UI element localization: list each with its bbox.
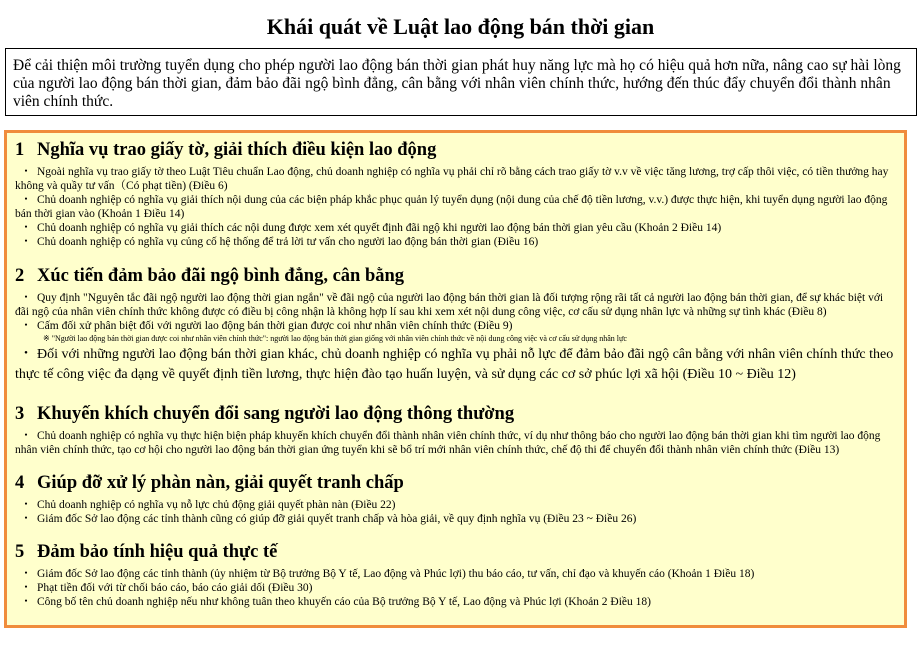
list-item: ・ Chủ doanh nghiệp có nghĩa vụ thực hiện biện pháp khuyến khích chuyển đổi thành nhân viên chính thức, ví dụ như thông báo cho người lao động bán thời gian khi tìm người lao động nhân viên chính thức, tạo cơ hội cho người lao động bán thời gian ứng tuyển khi sẽ bổ trí mới nhân viên chính thức, chế độ thi để chuyển đổi thành nhân viên chính thức (Điều 13) (15, 430, 881, 456)
section-heading: 3 Khuyến khích chuyển đổi sang người lao động thông thường (15, 404, 515, 424)
list-item: ・ Chủ doanh nghiệp có nghĩa vụ củng cố hệ thống để trả lời tư vấn cho người lao động bán thời gian (Điều 16) (20, 236, 539, 248)
list-item: ・ Giám đốc Sở lao động các tỉnh thành cũng có giúp đỡ giải quyết tranh chấp và hòa giải, về quy định nghĩa vụ (Điều 23 ~ Điều 26) (20, 513, 637, 525)
section-5 (15, 541, 895, 609)
intro-box: Để cải thiện môi trường tuyển dụng cho phép người lao động bán thời gian phát huy năng lực mà họ có hiệu quả hơn nữa, nâng cao sự hài lòng của người lao động bán thời gian, đảm bảo đãi ngộ bình đẳng, cân bằng với nhân viên chính thức, hướng đến thúc đẩy chuyển đổi thành nhân viên chính thức. (5, 48, 917, 116)
list-item: ・ Cấm đối xử phân biệt đối với người lao động bán thời gian được coi như nhân viên chính thức (Điều 9) (20, 320, 513, 332)
section-heading: 2 Xúc tiến đảm bảo đãi ngộ bình đẳng, cân bằng (15, 266, 405, 286)
list-item: ・ Công bố tên chủ doanh nghiệp nếu như không tuân theo khuyến cáo của Bộ trưởng Bộ Y tế, Lao động và Phúc lợi (Khoản 2 Điều 18) (20, 596, 651, 608)
section-heading: 1 Nghĩa vụ trao giấy tờ, giải thích điều kiện lao động (15, 140, 437, 160)
section-heading: 4 Giúp đỡ xử lý phàn nàn, giải quyết tranh chấp (15, 473, 404, 493)
section-4 (15, 472, 895, 526)
main-panel (4, 130, 907, 628)
list-item: ・ Chủ doanh nghiệp có nghĩa vụ giải thích các nội dung được xem xét quyết định đãi ngộ khi người lao động bán thời gian yêu cầu (Khoản 2 Điều 14) (20, 222, 722, 234)
page-title: Khái quát về Luật lao động bán thời gian (266, 14, 655, 39)
section-heading: 5 Đảm bảo tính hiệu quả thực tế (15, 542, 278, 562)
section-3 (15, 403, 895, 457)
list-item: ・ Đối với những người lao động bán thời gian khác, chủ doanh nghiệp có nghĩa vụ phải nỗ lực để đảm bảo đãi ngộ cân bằng với nhân viên chính thức theo thực tế công việc đa dạng về quyết định tiền lương, thực hiện đào tạo huấn luyện, và sử dụng các cơ sở phúc lợi xã hội (Điều 10 ~ Điều 12) (15, 347, 894, 382)
list-item: ・ Chủ doanh nghiệp có nghĩa vụ nỗ lực chủ động giải quyết phàn nàn (Điều 22) (20, 499, 396, 511)
list-item: ・ Ngoài nghĩa vụ trao giấy tờ theo Luật Tiêu chuẩn Lao động, chủ doanh nghiệp có nghĩa vụ phải chỉ rõ bằng cách trao giấy tờ v.v về việc tăng lương, trợ cấp thôi việc, có tiền thưởng hay không và quầy tư vấn（Có phạt tiền) (Điều 6) (15, 166, 889, 192)
section-1 (15, 139, 895, 249)
footnote: ※ "Người lao động bán thời gian được coi như nhân viên chính thức": người lao động bán thời gian giống với nhân viên chính thức về nội dung công việc và cơ cấu sử dụng nhân lực (43, 334, 627, 343)
list-item: ・ Giám đốc Sở lao động các tỉnh thành (ủy nhiệm từ Bộ trưởng Bộ Y tế, Lao động và Phúc lợi) thu báo cáo, tư vấn, chỉ đạo và khuyến cáo (Khoản 1 Điều 18) (20, 568, 755, 580)
list-item: ・ Phạt tiền đối với từ chối báo cáo, báo cáo giải dối (Điều 30) (20, 582, 313, 594)
list-item: ・ Chủ doanh nghiệp có nghĩa vụ giải thích nội dung của các biện pháp khắc phục quản lý tuyển dụng (nội dung của chế độ tiền lương, v.v.) được thực hiện, khi tuyển dụng người lao động bán thời gian vào (Khoản 1 Điều 14) (15, 194, 888, 220)
section-2 (15, 265, 895, 385)
list-item: ・ Quy định "Nguyên tắc đãi ngộ người lao động thời gian ngắn" về đãi ngộ của người lao động bán thời gian là đối tượng rộng rãi tất cả người lao động bán thời gian, để sự khác biệt với đãi ngộ của nhân viên chính thức không được có điều bị công nhận là không hợp lí sau khi xem xét nội dung công việc, cơ cấu sử dụng nhân lực và những sự tình khác (Điều 8) (15, 292, 884, 318)
